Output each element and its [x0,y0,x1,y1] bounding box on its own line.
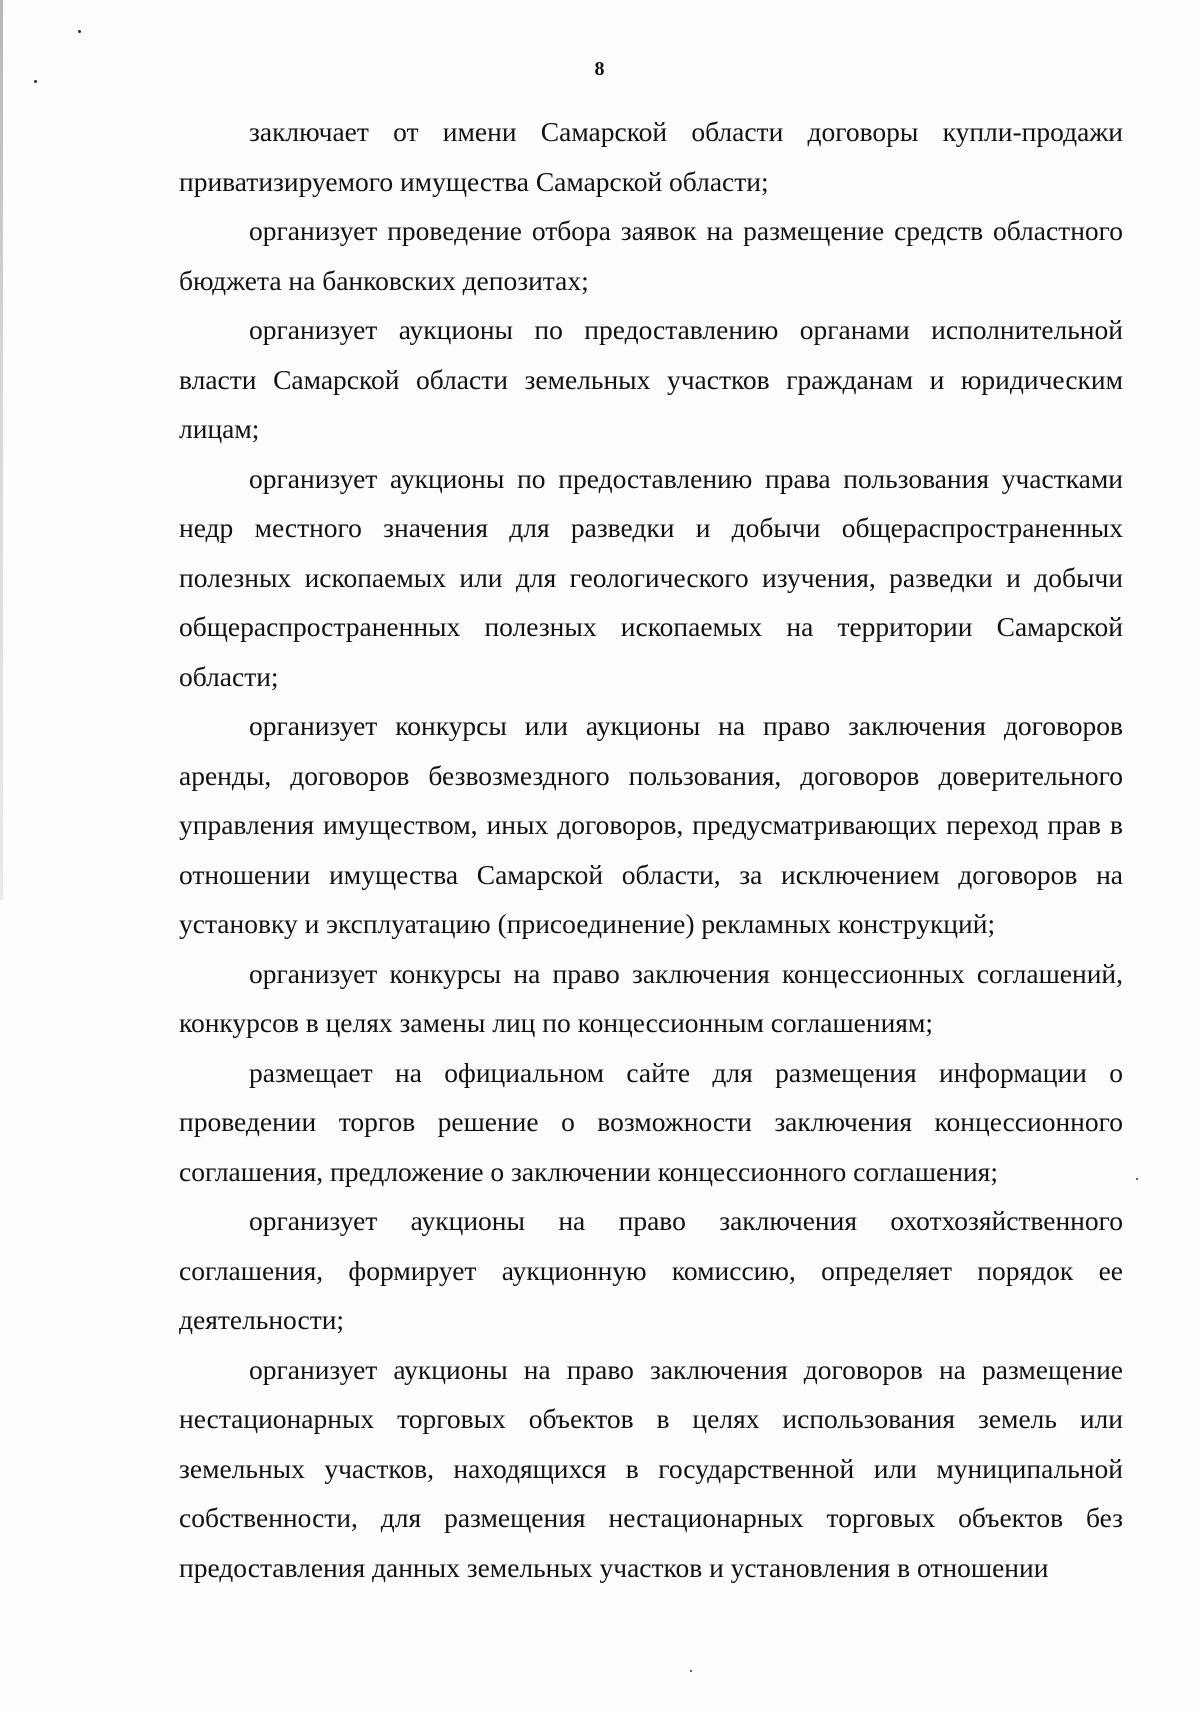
document-body [179,107,1123,1592]
paragraph: организует аукционы по предоставлению органами исполнительной власти Самарской области земельных участков гражданам и юридическим лицам; [179,314,1123,444]
scan-edge [0,0,3,900]
paragraph: заключает от имени Самарской области договоры купли-продажи приватизируемого имущества Самарской области; [179,116,1123,197]
page-number: 8 [594,58,606,80]
paragraph: организует проведение отбора заявок на размещение средств областного бюджета на банковских депозитах; [179,215,1123,296]
scan-speck [34,80,37,83]
paragraph: размещает на официальном сайте для размещения информации о проведении торгов решение о возможности заключения концессионного соглашения, предложение о заключении концессионного соглашения; [179,1056,1123,1187]
paragraph: организует конкурсы на право заключения концессионных соглашений, конкурсов в целях замены лиц по концессионным соглашениям; [179,957,1123,1038]
paragraph: организует аукционы на право заключения охотхозяйственного соглашения, формирует аукционную комиссию, определяет порядок ее деятельности; [179,1205,1123,1335]
paragraph: организует конкурсы или аукционы на право заключения договоров аренды, договоров безвозмездного пользования, договоров доверительного управления имуществом, иных договоров, предусматривающих переход прав в отношении имущества Самарской области, за исключением договоров на установку и эксплуатацию (присоединение) рекламных конструкций; [179,710,1123,939]
paragraph: организует аукционы по предоставлению права пользования участками недр местного значения для разведки и добычи общераспространенных полезных ископаемых или для геологического изучения, разведки и добычи общераспространенных полезных ископаемых на территории Самарской области; [179,462,1123,692]
scan-speck [78,30,81,33]
scan-speck [1136,1178,1138,1180]
scan-speck [690,1670,692,1672]
paragraph: организует аукционы на право заключения договоров на размещение нестационарных торговых объектов в целях использования земель или земельных участков, находящихся в государственной или муниципальной собственности, для размещения нестационарных торговых объектов без предоставления данных земельных участков и установления в отношении [179,1353,1123,1583]
